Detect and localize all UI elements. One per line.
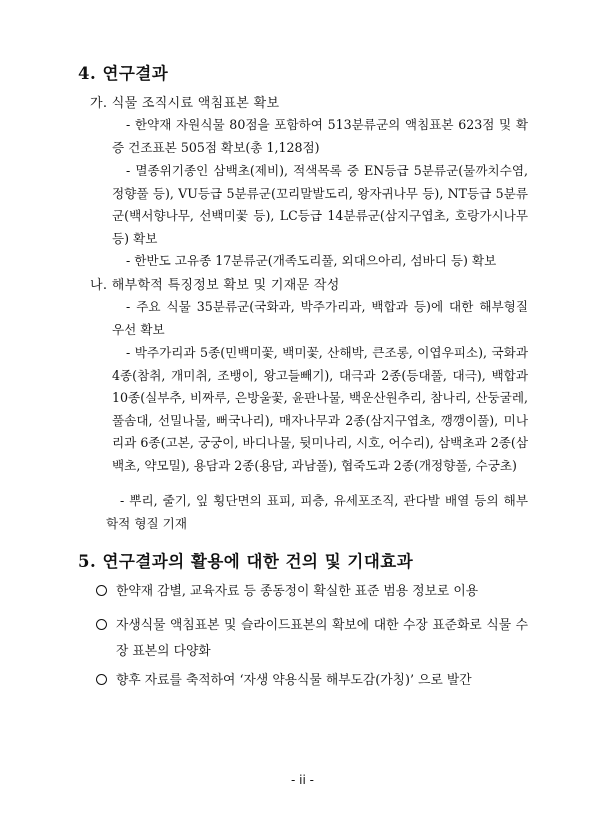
section-heading-recommendations: 5. 연구결과의 활용에 대한 건의 및 기대효과 bbox=[78, 552, 414, 571]
circle-bullet-icon bbox=[96, 585, 107, 596]
circle-bullet-icon bbox=[96, 619, 107, 630]
section-heading-results: 4. 연구결과 bbox=[78, 64, 169, 83]
page-number: - ii - bbox=[291, 773, 314, 787]
document-page: 4. 연구결과 가. 식물 조직시료 액침표본 확보 - 한약재 자원식물 80점을 포함하여 513분류군의 액침표본 623점 및 확증 건조표본 505점 확보(총 1,128점) - 멸종위기종인 삼백초(제비), 적색목록 중 EN등급 5분류군(물까치수염, 정향풀 등), VU등급 5분류군(꼬리말발도리, 왕자귀나무 등), NT등급 5분류군(백서향나무, 선백미꽃 등), LC등급 14분류군(삼지구엽초, 호랑가시나무 등) 확보 - 한반도 고유종 17분류군(개족도리풀, 외대으아리, 섬바디 등) 확보 나. 해부학적 특징정보 확보 및 기재문 작성 - 주요 식물 35분류군(국화과, 박주가리과, 백합과 등)에 대한 해부형질 우선 확보 - 박주가리과 5종(민백미꽃, 백미꽃, 산해박, 큰조롱, 이엽우피소), 국화과 4종(참취, 개미취, 조뱅이, 왕고들빼기), 대극과 2종(등대풀, 대극), 백합과 10종(실부추, 비짜루, 은방울꽃, 윤판나물, 백운산원추리, 참나리, 산둥굴레, 풀솜대, 선밀나물, 뻐국나리), 매자나무과 2종(삼지구엽초, 깽깽이풀), 미나리과 6종(고본, 궁궁이, 바디나물, 뒷미나리, 시호, 어수리), 삼백초과 2종(삼백초, 약모밀), 용담과 2종(용담, 과남풀), 협죽도과 2종(개정향풀, 수궁초) - 뿌리, 줄기, 잎 횡단면의 표피, 피층, 유세포조직, 관다발 배열 등의 해부학적 형질 기재 5. 연구결과의 활용에 대한 건의 및 기대효과 한약재 감별, 교육자료 등 종동정이 확실한 표준 범용 정보로 이용 자생식물 액침표본 및 슬라이드표본의 확보에 대한 수장 표준화로 식물 수장 표본의 다양화 향후 자료를 축적하여 ‘자생 약용식물 해부도감(가칭)’ 으로 발간 - ii - bbox=[0, 0, 605, 830]
subsection-heading-specimens: 가. 식물 조직시료 액침표본 확보 bbox=[90, 96, 280, 111]
subsection-heading-anatomy: 나. 해부학적 특징정보 확보 및 기재문 작성 bbox=[90, 278, 340, 293]
circle-bullet-icon bbox=[96, 674, 107, 685]
